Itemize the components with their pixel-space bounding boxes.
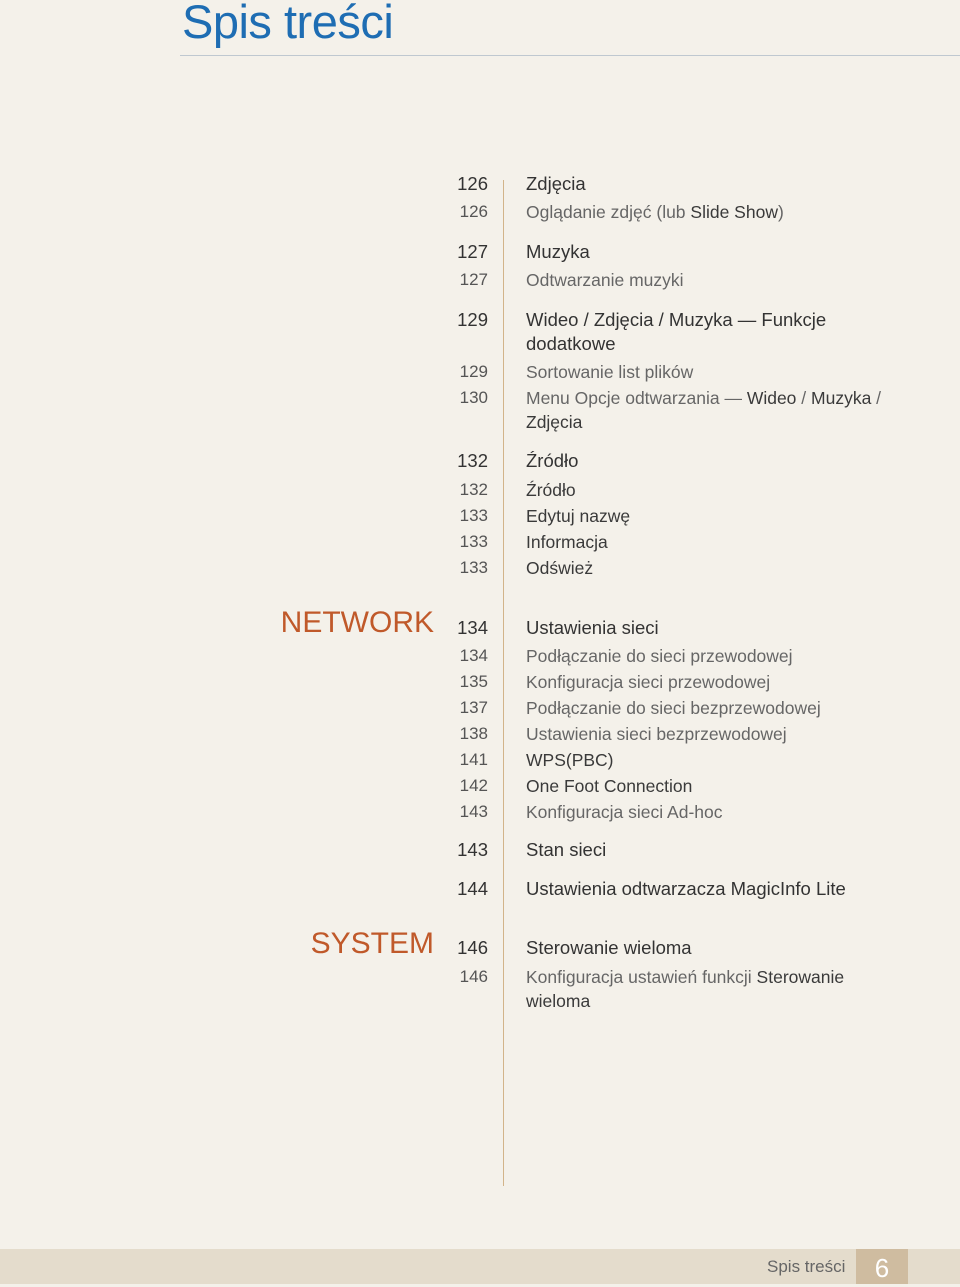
toc-page-number: 142	[459, 776, 488, 795]
toc-page-number: 138	[459, 724, 488, 743]
toc-entry-label: Ustawienia sieci	[526, 617, 659, 638]
toc-entry-label: Informacja	[526, 532, 608, 552]
toc-page-number: 127	[457, 241, 488, 262]
toc-entry-label: Odśwież	[526, 558, 594, 578]
toc-entry-label: Menu Opcje odtwarzania — Wideo / Muzyka / Zdjęcia	[526, 388, 882, 432]
toc-entry-label: Sterowanie wieloma	[526, 937, 692, 958]
toc-page-number: 133	[459, 506, 488, 525]
toc-entry-label: Wideo / Zdjęcia / Muzyka — Funkcje dodatkowe	[526, 309, 827, 354]
toc-page-number: 135	[459, 672, 488, 691]
toc-entry-label: Konfiguracja ustawień funkcji Sterowanie wieloma	[526, 967, 845, 1011]
title-divider	[180, 55, 960, 56]
toc-entry-label: Podłączanie do sieci bezprzewodowej	[526, 698, 821, 718]
toc-page-number: 144	[457, 878, 488, 899]
toc-page-number: 129	[457, 309, 488, 330]
toc-entry-label: Ustawienia odtwarzacza MagicInfo Lite	[526, 878, 846, 899]
toc-entry-label: Stan sieci	[526, 839, 607, 860]
toc-page-number: 143	[457, 839, 488, 860]
toc-page-number: 133	[459, 532, 488, 551]
section-label-system: SYSTEM	[310, 927, 434, 960]
toc-page-number: 137	[459, 698, 488, 717]
toc-entry-label: Sortowanie list plików	[526, 362, 694, 382]
toc-page-number: 134	[457, 617, 488, 638]
toc-page-number: 126	[457, 173, 488, 194]
toc-page-number: 133	[459, 558, 488, 577]
toc-page-number: 146	[457, 937, 488, 958]
page-title: Spis treści	[182, 0, 394, 48]
toc-page-number: 126	[459, 202, 488, 221]
toc-entry-label: Ustawienia sieci bezprzewodowej	[526, 724, 787, 744]
toc-page-number: 143	[459, 802, 488, 821]
toc-entry-label: Źródło	[526, 480, 576, 500]
toc-entry-label: Odtwarzanie muzyki	[526, 270, 684, 290]
toc-entry-label: Oglądanie zdjęć (lub Slide Show)	[526, 202, 784, 222]
toc-entry-label: Muzyka	[526, 241, 590, 262]
footer-page-number: 6	[856, 1249, 908, 1284]
toc-page-number: 129	[459, 362, 488, 381]
toc-entry-label: Podłączanie do sieci przewodowej	[526, 646, 793, 666]
toc-page-number: 141	[459, 750, 488, 769]
toc-page-number: 134	[459, 646, 488, 665]
toc-entry-label: Edytuj nazwę	[526, 506, 631, 526]
toc-entry-label: Konfiguracja sieci przewodowej	[526, 672, 771, 692]
toc-entry-label: One Foot Connection	[526, 776, 693, 796]
toc-entry-label: Konfiguracja sieci Ad-hoc	[526, 802, 723, 822]
toc-vertical-divider	[503, 180, 504, 1186]
toc-entry-label: Źródło	[526, 450, 579, 471]
toc-page-number: 127	[459, 270, 488, 289]
toc-page-number: 132	[459, 480, 488, 499]
toc-entry-label: WPS(PBC)	[526, 750, 614, 770]
toc-page-number: 146	[459, 967, 488, 986]
toc-page-number: 132	[457, 450, 488, 471]
section-label-network: NETWORK	[280, 606, 434, 639]
footer-section-label: Spis treści	[767, 1257, 846, 1276]
toc-entry-label: Zdjęcia	[526, 173, 586, 194]
toc-page-number: 130	[459, 388, 488, 407]
